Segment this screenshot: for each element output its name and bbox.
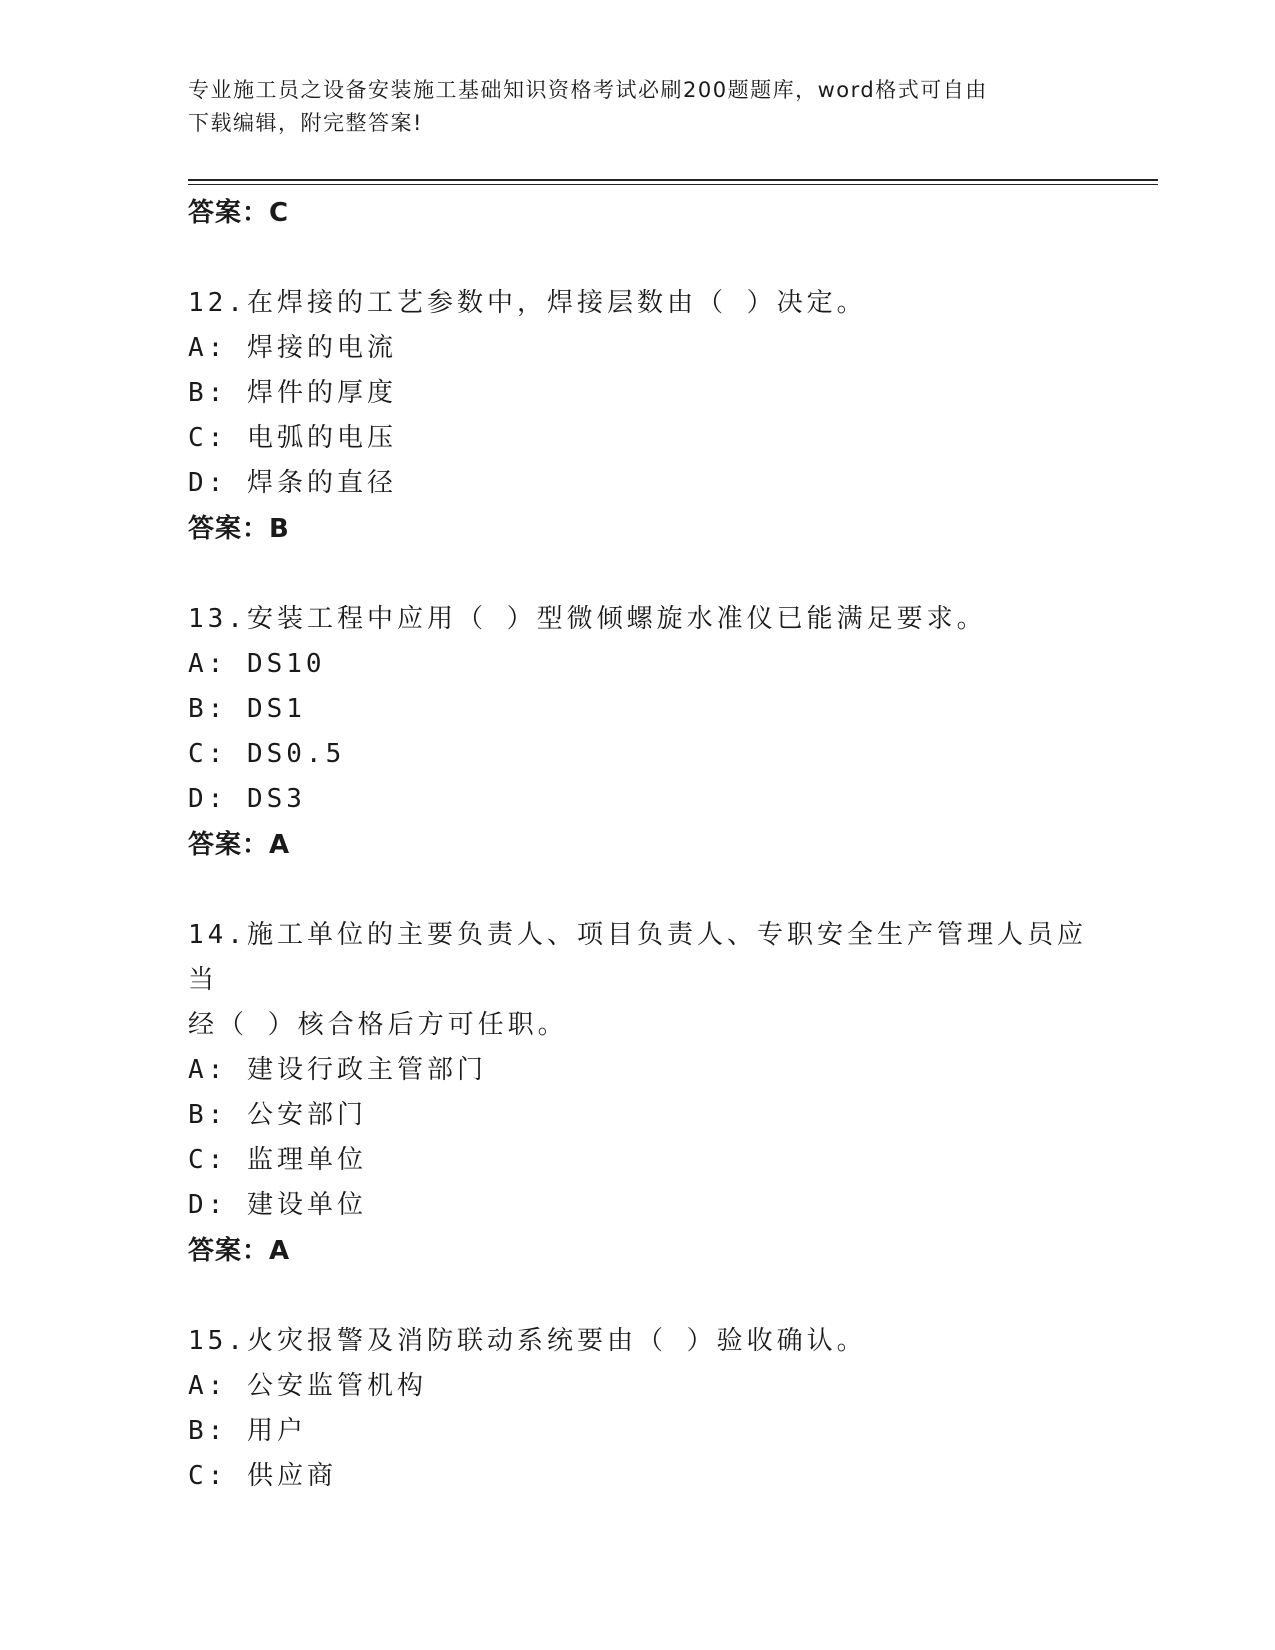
header-rule-thick <box>188 179 1158 181</box>
header-line-1: 专业施工员之设备安装施工基础知识资格考试必刷200题题库，word格式可自由 <box>188 78 988 102</box>
option-c: C: 电弧的电压 <box>188 423 397 453</box>
answer: 答案：B <box>188 514 290 544</box>
option-c: C: 供应商 <box>188 1461 337 1491</box>
option-a: A: 建设行政主管部门 <box>188 1055 487 1085</box>
option-d: D: DS3 <box>188 784 306 814</box>
question-list <box>188 190 1088 1499</box>
question-15 <box>188 1319 1088 1499</box>
header-line-2: 下载编辑，附完整答案! <box>188 111 423 135</box>
option-c: C: DS0.5 <box>188 739 346 769</box>
question-12 <box>188 281 1088 552</box>
question-text: 12.在焊接的工艺参数中，焊接层数由（ ）决定。 <box>188 288 867 318</box>
question-text-line-1: 14.施工单位的主要负责人、项目负责人、专职安全生产管理人员应当 <box>188 920 1087 995</box>
option-b: B: 用户 <box>188 1416 307 1446</box>
question-text: 13.安装工程中应用（ ）型微倾螺旋水准仪已能满足要求。 <box>188 604 987 634</box>
answer: 答案：A <box>188 1236 291 1266</box>
option-d: D: 焊条的直径 <box>188 468 397 498</box>
question-13 <box>188 597 1088 868</box>
option-b: B: 公安部门 <box>188 1100 367 1130</box>
question-14 <box>188 913 1088 1274</box>
option-a: A: DS10 <box>188 649 326 679</box>
option-d: D: 建设单位 <box>188 1190 367 1220</box>
answer-11: 答案：C <box>188 198 290 228</box>
option-b: B: DS1 <box>188 694 306 724</box>
document-header <box>188 74 1088 140</box>
option-b: B: 焊件的厚度 <box>188 378 397 408</box>
option-a: A: 焊接的电流 <box>188 333 397 363</box>
question-text: 15.火灾报警及消防联动系统要由（ ）验收确认。 <box>188 1326 867 1356</box>
option-c: C: 监理单位 <box>188 1145 367 1175</box>
header-rule-thin <box>188 184 1158 185</box>
question-text-line-2: 经（ ）核合格后方可任职。 <box>188 1010 568 1040</box>
option-a: A: 公安监管机构 <box>188 1371 427 1401</box>
answer: 答案：A <box>188 830 291 860</box>
